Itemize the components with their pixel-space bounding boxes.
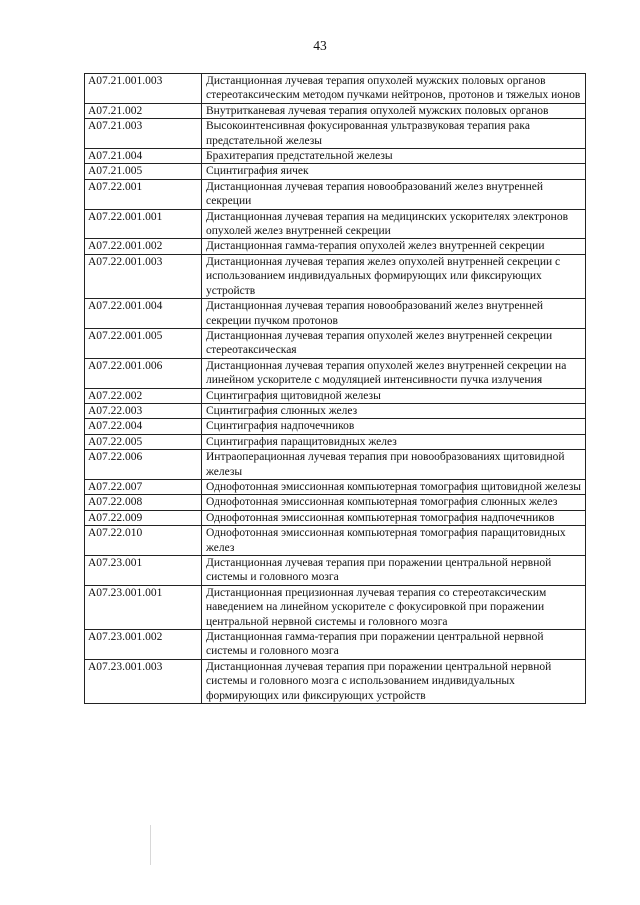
service-description-cell: Однофотонная эмиссионная компьютерная томография слюнных желез bbox=[202, 495, 586, 510]
service-description-cell: Дистанционная лучевая терапия на медицинских ускорителях электронов опухолей желез внутренней секреции bbox=[202, 209, 586, 239]
service-code-cell: A07.22.007 bbox=[85, 479, 202, 494]
table-row bbox=[85, 74, 586, 104]
table-row bbox=[85, 434, 586, 449]
service-code-cell: A07.22.008 bbox=[85, 495, 202, 510]
page-number: 43 bbox=[313, 38, 327, 53]
table-row bbox=[85, 479, 586, 494]
service-description-cell: Интраоперационная лучевая терапия при новообразованиях щитовидной железы bbox=[202, 450, 586, 480]
table-row bbox=[85, 103, 586, 118]
table-row bbox=[85, 419, 586, 434]
scan-artifact-line bbox=[150, 825, 151, 865]
table-row bbox=[85, 510, 586, 525]
service-description-cell: Сцинтиграфия яичек bbox=[202, 164, 586, 179]
service-code-cell: A07.22.005 bbox=[85, 434, 202, 449]
service-code-cell: A07.22.001.006 bbox=[85, 358, 202, 388]
table-row bbox=[85, 239, 586, 254]
table-row bbox=[85, 328, 586, 358]
service-description-cell: Дистанционная лучевая терапия новообразований желез внутренней секреции bbox=[202, 179, 586, 209]
table-row bbox=[85, 358, 586, 388]
service-description-cell: Дистанционная гамма-терапия опухолей желез внутренней секреции bbox=[202, 239, 586, 254]
service-description-cell: Сцинтиграфия паращитовидных желез bbox=[202, 434, 586, 449]
service-code-cell: A07.22.002 bbox=[85, 388, 202, 403]
service-code-cell: A07.22.001.003 bbox=[85, 254, 202, 298]
table-row bbox=[85, 495, 586, 510]
service-code-cell: A07.21.004 bbox=[85, 149, 202, 164]
service-code-cell: A07.22.001.001 bbox=[85, 209, 202, 239]
service-description-cell: Внутритканевая лучевая терапия опухолей мужских половых органов bbox=[202, 103, 586, 118]
service-description-cell: Сцинтиграфия надпочечников bbox=[202, 419, 586, 434]
table-row bbox=[85, 149, 586, 164]
table-row bbox=[85, 119, 586, 149]
service-code-cell: A07.22.001.004 bbox=[85, 299, 202, 329]
service-description-cell: Дистанционная лучевая терапия при поражении центральной нервной системы и головного мозга bbox=[202, 556, 586, 586]
table-row bbox=[85, 254, 586, 298]
table-row bbox=[85, 659, 586, 703]
service-code-cell: A07.22.003 bbox=[85, 403, 202, 418]
service-code-cell: A07.22.001 bbox=[85, 179, 202, 209]
service-description-cell: Высокоинтенсивная фокусированная ультразвуковая терапия рака предстательной железы bbox=[202, 119, 586, 149]
service-code-cell: A07.21.005 bbox=[85, 164, 202, 179]
service-code-cell: A07.23.001.003 bbox=[85, 659, 202, 703]
service-codes-table bbox=[84, 73, 586, 704]
table-row bbox=[85, 585, 586, 629]
service-description-cell: Однофотонная эмиссионная компьютерная томография надпочечников bbox=[202, 510, 586, 525]
service-description-cell: Сцинтиграфия щитовидной железы bbox=[202, 388, 586, 403]
service-description-cell: Брахитерапия предстательной железы bbox=[202, 149, 586, 164]
service-code-cell: A07.22.001.005 bbox=[85, 328, 202, 358]
service-description-cell: Дистанционная лучевая терапия опухолей желез внутренней секреции на линейном ускорителе с модуляцией интенсивности пучка излучения bbox=[202, 358, 586, 388]
service-code-cell: A07.23.001.002 bbox=[85, 630, 202, 660]
service-description-cell: Однофотонная эмиссионная компьютерная томография щитовидной железы bbox=[202, 479, 586, 494]
table-row bbox=[85, 450, 586, 480]
service-description-cell: Дистанционная прецизионная лучевая терапия со стереотаксическим наведением на линейном ускорителе с фокусировкой при поражении центральной нервной системы и головного мозга bbox=[202, 585, 586, 629]
service-description-cell: Дистанционная лучевая терапия желез опухолей внутренней секреции с использованием индивидуальных формирующих или фиксирующих устройств bbox=[202, 254, 586, 298]
service-code-cell: A07.21.003 bbox=[85, 119, 202, 149]
service-codes-table-body bbox=[85, 74, 586, 704]
table-row bbox=[85, 526, 586, 556]
service-code-cell: A07.22.006 bbox=[85, 450, 202, 480]
table-row bbox=[85, 299, 586, 329]
service-description-cell: Дистанционная лучевая терапия опухолей мужских половых органов стереотаксическим методом пучками нейтронов, протонов и тяжелых ионов bbox=[202, 74, 586, 104]
service-code-cell: A07.22.009 bbox=[85, 510, 202, 525]
service-description-cell: Дистанционная лучевая терапия при поражении центральной нервной системы и головного мозга с использованием индивидуальных формирующих или фиксирующих устройств bbox=[202, 659, 586, 703]
service-code-cell: A07.21.001.003 bbox=[85, 74, 202, 104]
table-row bbox=[85, 179, 586, 209]
service-description-cell: Дистанционная лучевая терапия новообразований желез внутренней секреции пучком протонов bbox=[202, 299, 586, 329]
table-row bbox=[85, 556, 586, 586]
table-row bbox=[85, 388, 586, 403]
table-row bbox=[85, 403, 586, 418]
service-code-cell: A07.23.001 bbox=[85, 556, 202, 586]
service-description-cell: Дистанционная лучевая терапия опухолей желез внутренней секреции стереотаксическая bbox=[202, 328, 586, 358]
service-description-cell: Однофотонная эмиссионная компьютерная томография паращитовидных желез bbox=[202, 526, 586, 556]
service-code-cell: A07.23.001.001 bbox=[85, 585, 202, 629]
service-code-cell: A07.22.010 bbox=[85, 526, 202, 556]
service-code-cell: A07.22.004 bbox=[85, 419, 202, 434]
service-code-cell: A07.22.001.002 bbox=[85, 239, 202, 254]
table-row bbox=[85, 209, 586, 239]
service-description-cell: Дистанционная гамма-терапия при поражении центральной нервной системы и головного мозга bbox=[202, 630, 586, 660]
table-row bbox=[85, 164, 586, 179]
service-description-cell: Сцинтиграфия слюнных желез bbox=[202, 403, 586, 418]
service-code-cell: A07.21.002 bbox=[85, 103, 202, 118]
table-row bbox=[85, 630, 586, 660]
